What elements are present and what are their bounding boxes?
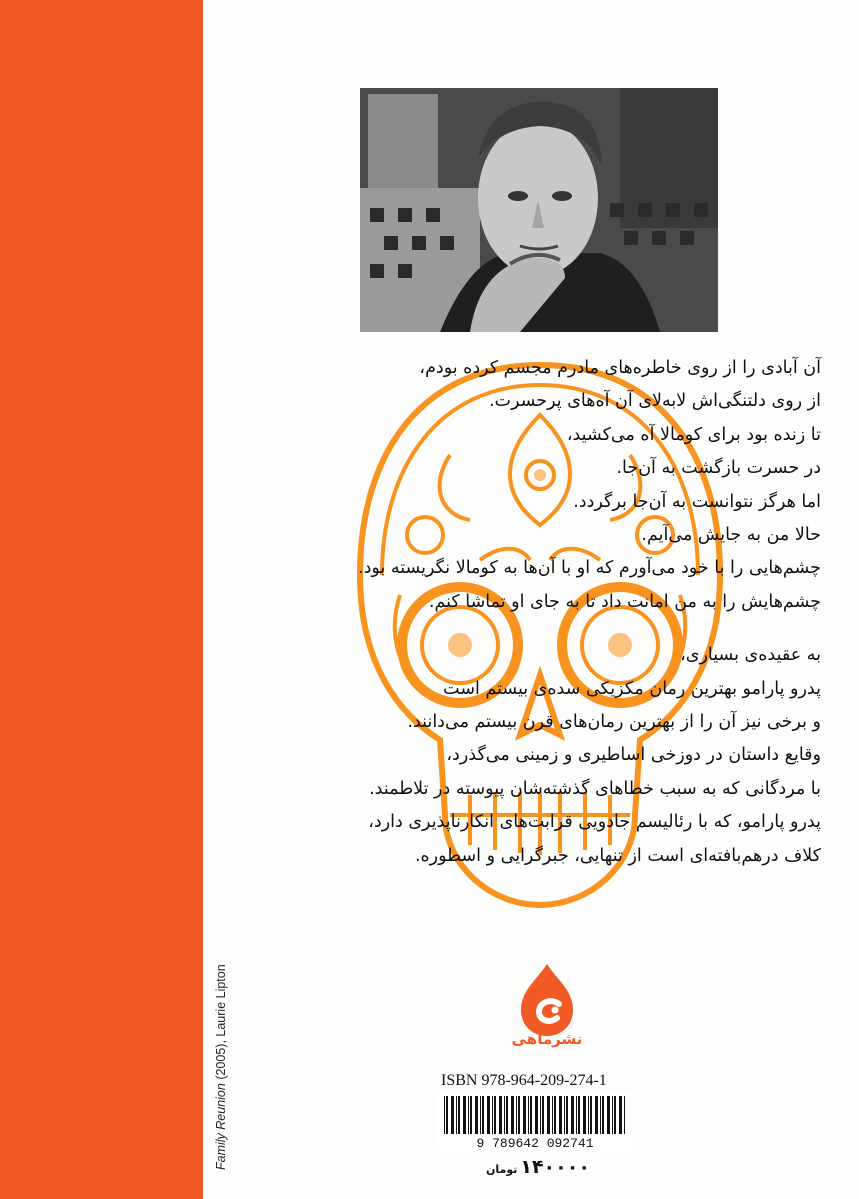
barcode-bar [506,1096,508,1134]
barcode-bar [547,1096,550,1134]
poem-line: اما هرگز نتوانست به آن‌جا برگردد. [573,491,821,512]
barcode-bar [499,1096,502,1134]
poem-line: چشم‌هایش را به من امانت داد تا به جای او تماشا کنم. [428,591,821,612]
blurb-line: پدرو پارامو بهترین رمان مکزیکی سده‌ی بیستم است [443,678,821,699]
barcode-bar [535,1096,538,1134]
barcode-bar [530,1096,532,1134]
back-cover-text [241,352,821,873]
barcode-bar [494,1096,496,1134]
barcode-bar [511,1096,514,1134]
barcode-bar [518,1096,520,1134]
barcode-bar [602,1096,604,1134]
credit-artist: (2005), Laurie Lipton [214,964,228,1084]
poem-line: در حسرت بازگشت به آن‌جا. [616,458,821,479]
barcode-bar [578,1096,580,1134]
poem-line: حالا من به جایش می‌آیم. [641,525,821,546]
poem-line: چشم‌هایی را با خود می‌آورم که او با آن‌ها به کومالا نگریسته بود. [358,558,821,579]
barcode-bar [619,1096,622,1134]
barcode-bar [566,1096,568,1134]
isbn-label: ISBN 978-964-209-274-1 [441,1072,607,1089]
barcode-bar [554,1096,556,1134]
price-label [486,1156,590,1178]
orange-spine-band [0,0,203,1199]
barcode-bar [451,1096,454,1134]
blurb-line: کلاف درهم‌بافته‌ای است از تنهایی، جبرگرایی و اسطوره. [414,845,821,866]
isbn-barcode [436,1092,634,1150]
author-portrait-image [360,88,718,332]
cover-art-credit [214,964,228,1170]
barcode-bar [576,1096,577,1134]
barcode-bar [475,1096,478,1134]
blurb-line: و برخی نیز آن را از بهترین رمان‌های قرن بیستم می‌دانند. [407,712,821,733]
poem-line: تا زنده بود برای کومالا آه می‌کشید، [566,424,821,445]
barcode-bar [523,1096,526,1134]
barcode-bar [463,1096,466,1134]
barcode-bar [559,1096,562,1134]
barcode-bar [444,1096,445,1134]
blurb-line: به عقیده‌ی بسیاری، [680,645,821,666]
price-currency: تومان [486,1163,518,1176]
barcode-bar [552,1096,553,1134]
blurb-line: پدرو پارامو، که با رئالیسم جادویی قرابت‌های انکارناپذیری دارد، [368,812,821,833]
barcode-bar [470,1096,472,1134]
barcode-bar [564,1096,565,1134]
blurb-line: وقایع داستان در دوزخی اساطیری و زمینی می‌گذرد، [446,745,821,766]
barcode-bar [583,1096,586,1134]
barcode-bar [456,1096,457,1134]
barcode-bar [504,1096,505,1134]
barcode-bar [458,1096,460,1134]
barcode-bar [468,1096,469,1134]
blurb-line: با مردگانی که به سبب خطاهای گذشته‌شان پیوسته در تلاطمند. [369,778,821,799]
barcode-bar [446,1096,448,1134]
barcode-bar [590,1096,592,1134]
barcode-bar [600,1096,601,1134]
barcode-bar [595,1096,598,1134]
credit-artwork-title: Family Reunion [214,1083,228,1170]
barcode-digits: 9 789642 092741 [476,1136,594,1150]
barcode-bar [516,1096,517,1134]
barcode-bar [624,1096,625,1134]
barcode-bar [542,1096,544,1134]
barcode-bar [612,1096,613,1134]
poem-line: آن آبادی را از روی خاطره‌های مادرم مجسم کرده بودم، [419,358,821,378]
barcode-bar [492,1096,493,1134]
barcode-bar [480,1096,481,1134]
barcode-bar [607,1096,610,1134]
barcode-bar [487,1096,490,1134]
author-photo [360,88,718,332]
barcode-bar [482,1096,484,1134]
barcode-bar [614,1096,616,1134]
poem-line: از روی دلتنگی‌اش لابه‌لای آن آه‌های پرحسرت. [488,391,821,412]
barcode-bar [528,1096,529,1134]
barcode-bar [588,1096,589,1134]
price-amount: ۱۴۰۰۰۰ [520,1156,590,1178]
publisher-name: نشرماهی [511,1030,583,1048]
barcode-bar [540,1096,541,1134]
barcode-bar [571,1096,574,1134]
